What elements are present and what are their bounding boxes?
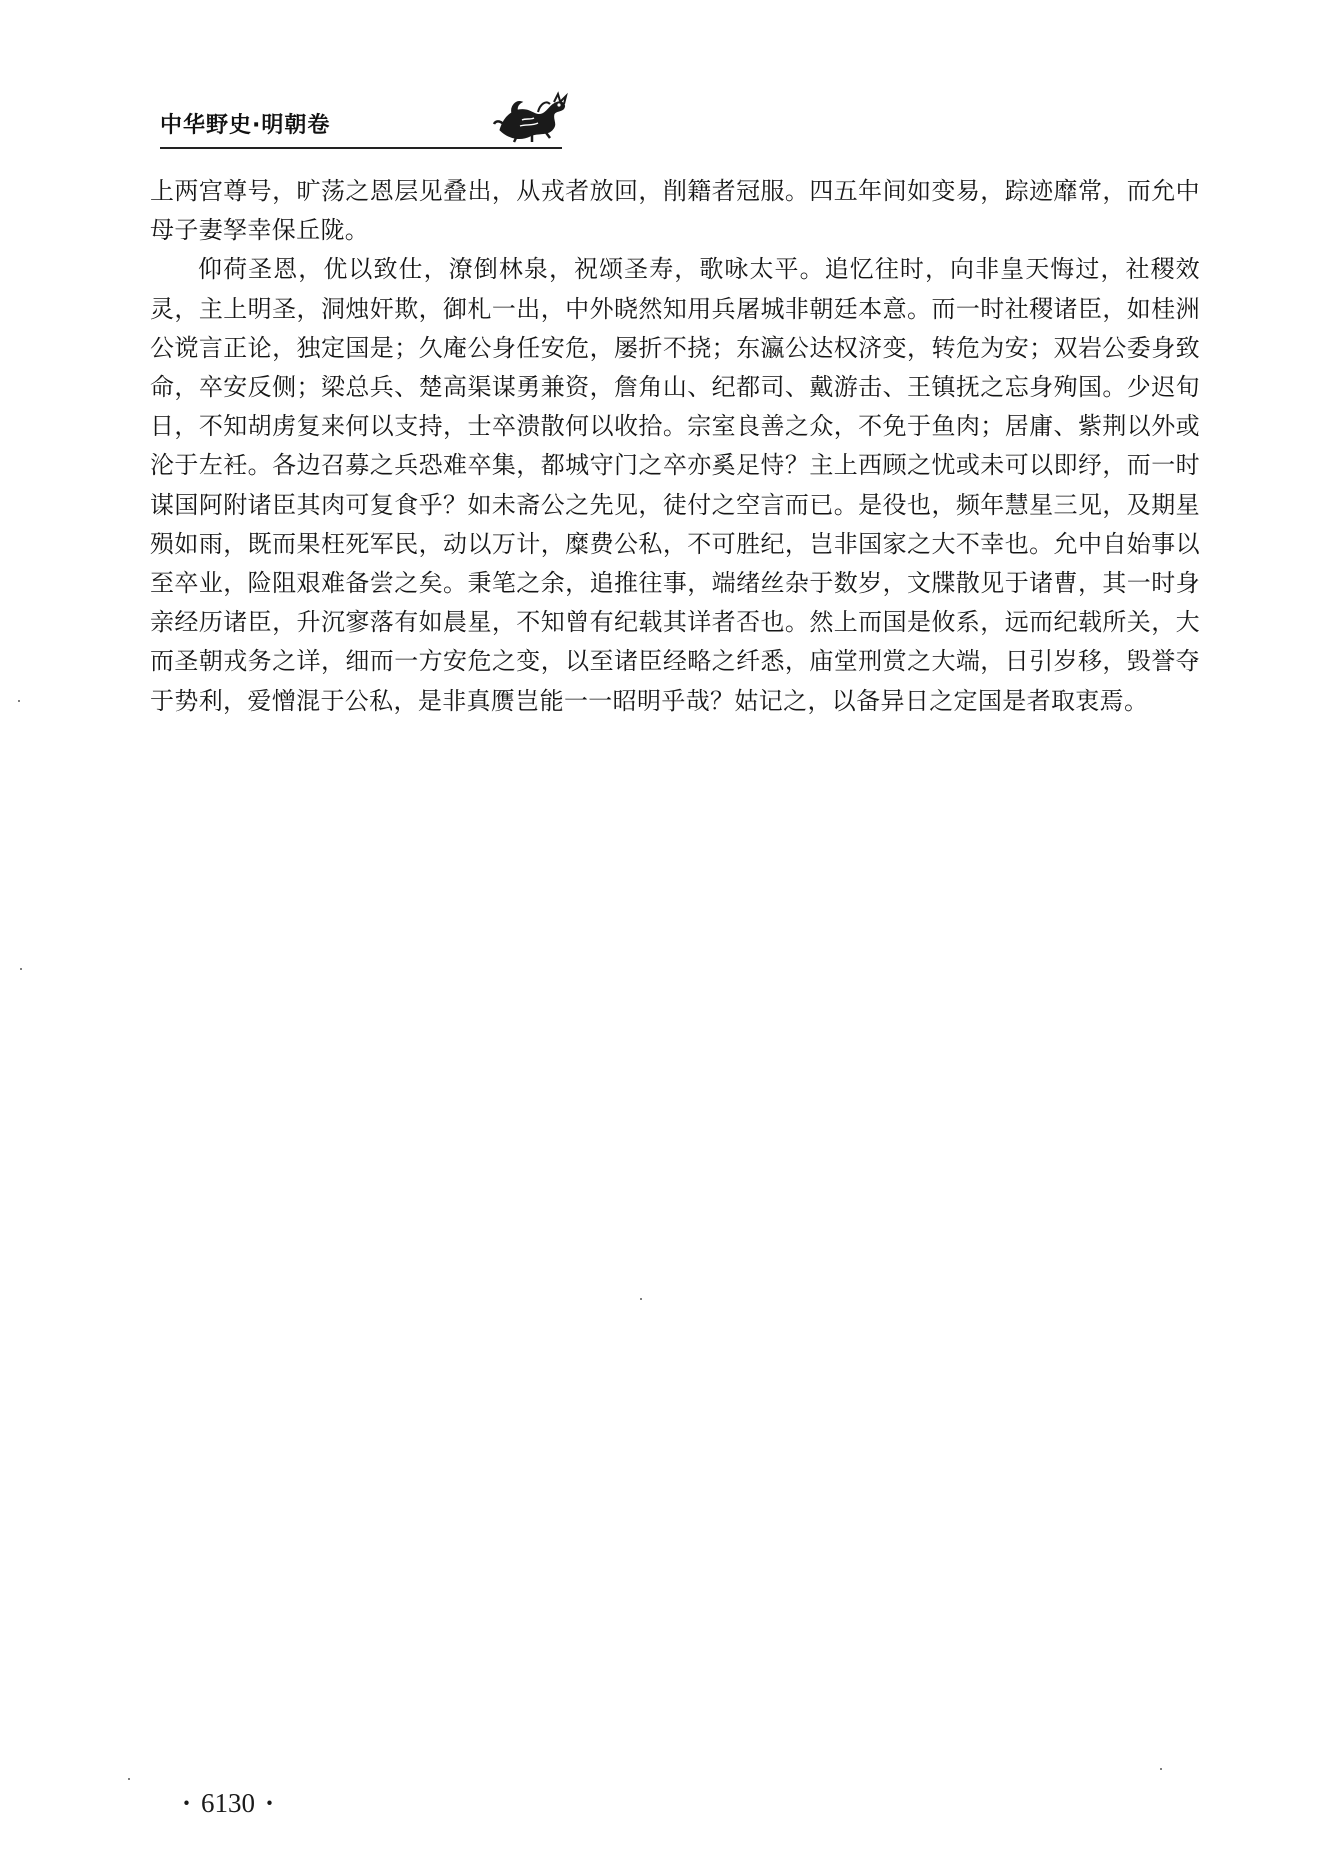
running-header: [160, 104, 562, 152]
scan-speck: [20, 968, 22, 970]
book-series-title: 中华野史·明朝卷: [160, 113, 331, 138]
page-number-footer: [172, 1788, 284, 1819]
folio-dot: ·: [265, 1788, 275, 1818]
page-number: 6130: [201, 1788, 256, 1818]
dragon-emblem-icon: [492, 90, 570, 144]
header-rule: [160, 147, 562, 149]
body-text: [150, 172, 1200, 721]
paragraph: 仰荷圣恩，优以致仕，潦倒林泉，祝颂圣寿，歌咏太平。追忆往时，向非皇天悔过，社稷效灵，主上明圣，洞烛奸欺，御札一出，中外晓然知用兵屠城非朝廷本意。而一时社稷诸臣，如桂洲公谠言正论，独定国是；久庵公身任安危，屡折不挠；东瀛公达权济变，转危为安；双岩公委身致命，卒安反侧；梁总兵、楚高渠谋勇兼资，詹角山、纪都司、戴游击、王镇抚之忘身殉国。少迟旬日，不知胡虏复来何以支持，士卒溃散何以收拾。宗室良善之众，不免于鱼肉；居庸、紫荆以外或沦于左衽。各边召募之兵恐难卒集，都城守门之卒亦奚足恃？主上西顾之忧或未可以即纾，而一时谋国阿附诸臣其肉可复食乎？如未斋公之先见，徒付之空言而已。是役也，频年慧星三见，及期星殒如雨，既而果枉死军民，动以万计，糜费公私，不可胜纪，岂非国家之大不幸也。允中自始事以至卒业，险阻艰难备尝之矣。秉笔之余，追推往事，端绪丝杂于数岁，文牒散见于诸曹，其一时身亲经历诸臣，升沉寥落有如晨星，不知曾有纪载其详者否也。然上而国是攸系，远而纪载所关，大而圣朝戎务之详，细而一方安危之变，以至诸臣经略之纤悉，庙堂刑赏之大端，日引岁移，毁誉夺于势利，爱憎混于公私，是非真赝岂能一一昭明乎哉？姑记之，以备异日之定国是者取衷焉。: [150, 255, 1200, 715]
scan-speck: [1160, 1768, 1162, 1770]
paragraph: 上两宫尊号，旷荡之恩层见叠出，从戎者放回，削籍者冠服。四五年间如变易，踪迹靡常，而允中母子妻孥幸保丘陇。: [150, 177, 1200, 245]
scan-speck: [128, 1778, 130, 1780]
folio-dot: ·: [182, 1788, 192, 1818]
scan-speck: [18, 700, 20, 702]
scan-speck: [640, 1298, 642, 1300]
